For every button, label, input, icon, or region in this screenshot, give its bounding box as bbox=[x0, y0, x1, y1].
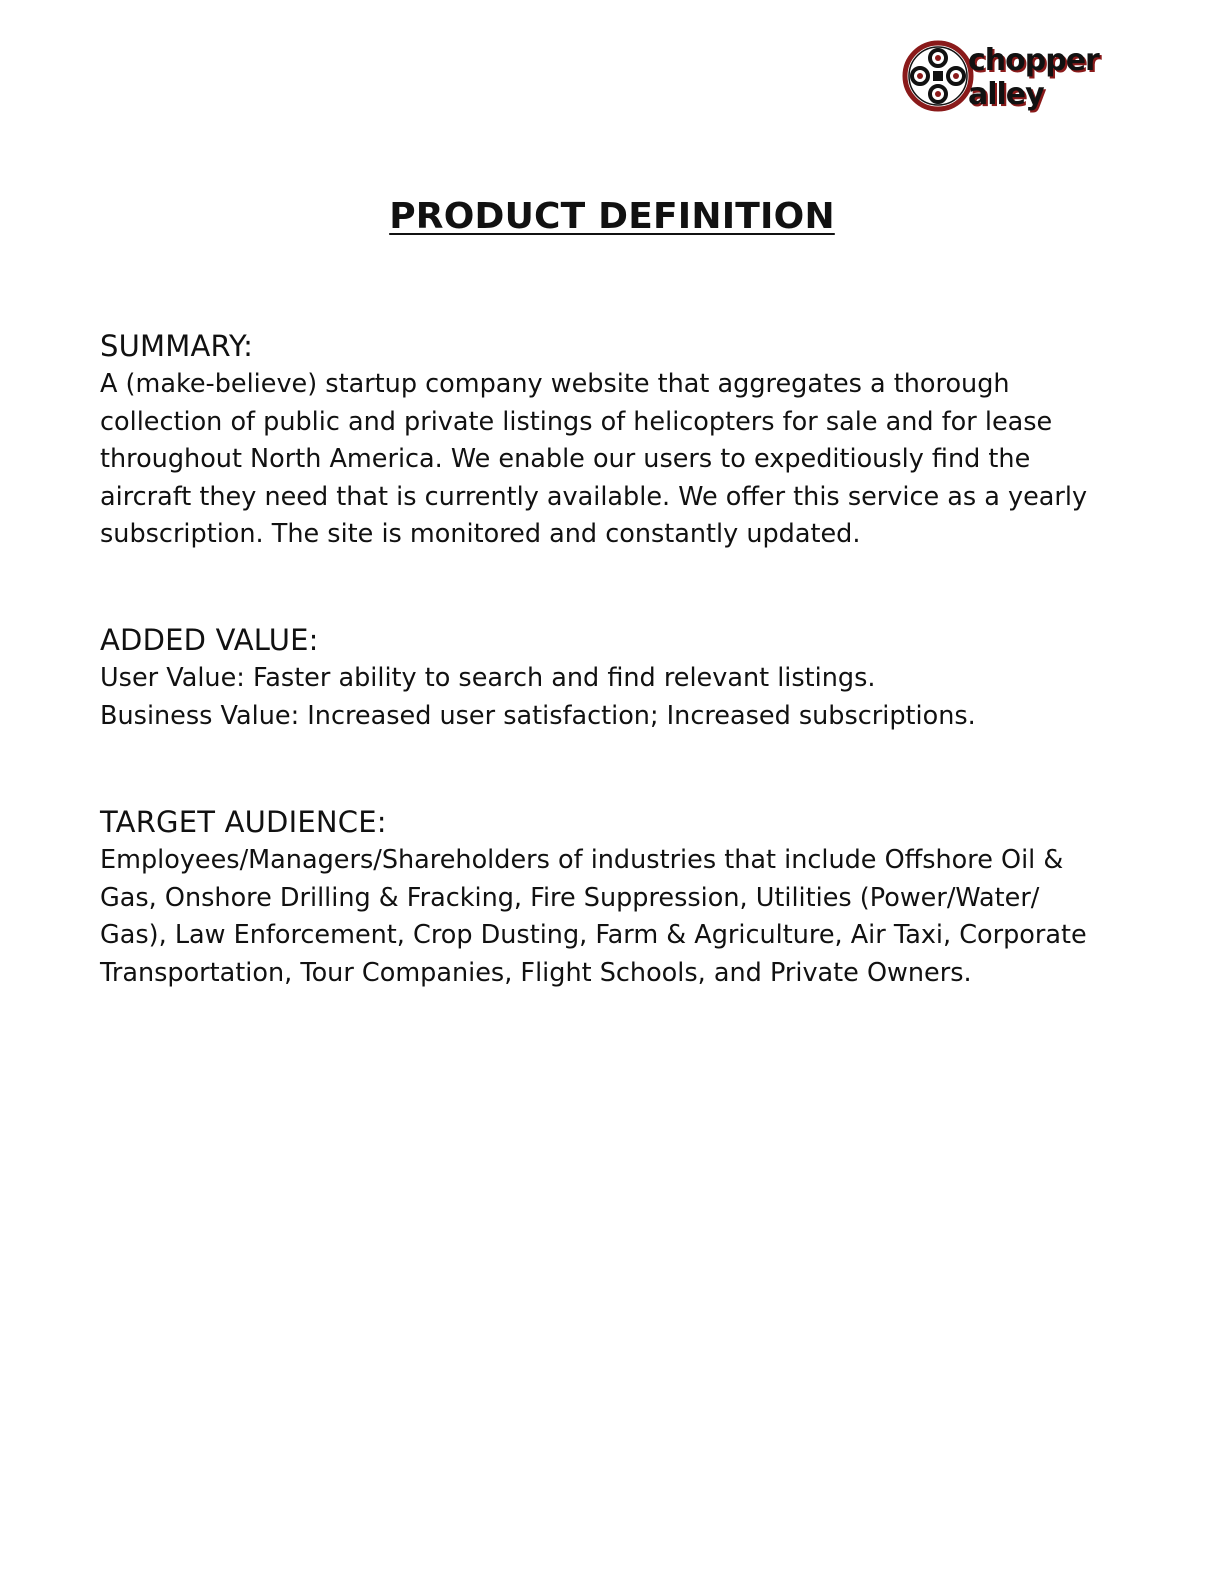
logo-wordmark-line1: chopper bbox=[968, 43, 1099, 78]
summary-heading: SUMMARY: bbox=[100, 329, 254, 363]
user-value-line: User Value: Faster ability to search and find relevant listings. bbox=[100, 663, 876, 693]
added-value-body bbox=[100, 660, 1110, 735]
target-audience-line: Gas, Onshore Drilling & Fracking, Fire Suppression, Utilities (Power/Water/ bbox=[100, 882, 1040, 913]
business-value-line: Business Value: Increased user satisfaction; Increased subscriptions. bbox=[100, 700, 976, 731]
target-audience-heading: TARGET AUDIENCE: bbox=[100, 805, 387, 839]
added-value-heading: ADDED VALUE: bbox=[100, 623, 319, 657]
target-audience-body bbox=[100, 842, 1110, 992]
summary-body bbox=[100, 366, 1110, 554]
summary-section bbox=[100, 328, 1110, 554]
page-title-text: PRODUCT DEFINITION bbox=[389, 196, 835, 237]
summary-line: throughout North America. We enable our users to expeditiously find the bbox=[100, 444, 1031, 475]
target-audience-line: Gas), Law Enforcement, Crop Dusting, Farm & Agriculture, Air Taxi, Corporate bbox=[100, 920, 1087, 951]
logo-wordmark-line2: alley bbox=[968, 77, 1044, 112]
added-value-section bbox=[100, 622, 1110, 735]
summary-line: subscription. The site is monitored and constantly updated. bbox=[100, 519, 861, 550]
summary-line: aircraft they need that is currently available. We offer this service as a yearly bbox=[100, 481, 1088, 512]
drone-icon bbox=[898, 36, 978, 116]
target-audience-section bbox=[100, 804, 1110, 992]
target-audience-line: Employees/Managers/Shareholders of industries that include Offshore Oil & bbox=[100, 845, 1064, 875]
logo bbox=[898, 36, 1118, 120]
page-title bbox=[0, 194, 1224, 240]
summary-line: A (make-believe) startup company website that aggregates a thorough bbox=[100, 369, 1010, 399]
summary-line: collection of public and private listings of helicopters for sale and for lease bbox=[100, 406, 1053, 437]
target-audience-line: Transportation, Tour Companies, Flight Schools, and Private Owners. bbox=[100, 957, 972, 988]
